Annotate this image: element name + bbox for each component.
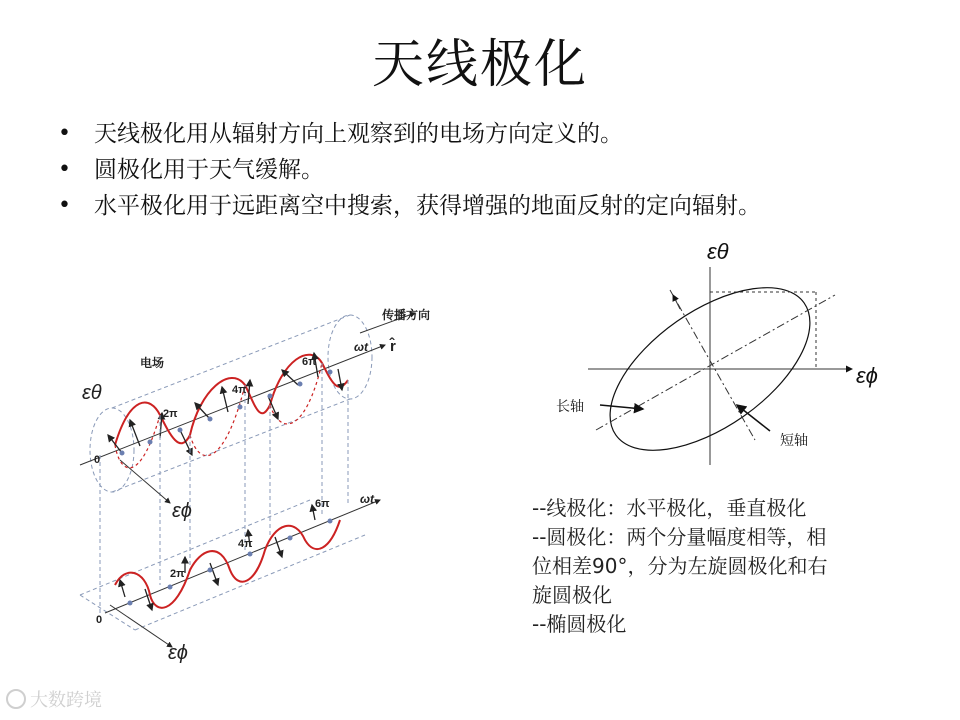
note-line: --线极化：水平极化，垂直极化 — [532, 496, 807, 520]
bullet-list — [58, 116, 761, 224]
e-phi-label: εϕ — [856, 363, 878, 388]
note-line: --圆极化：两个分量幅度相等，相 — [532, 525, 827, 549]
e-theta-label: εθ — [707, 239, 729, 264]
omega-t-upper-label: ωt — [354, 340, 369, 354]
minor-axis-line — [670, 290, 755, 440]
polarization-ellipse-diagram — [540, 235, 910, 475]
bullet-text: 圆极化用于天气缓解。 — [94, 157, 324, 183]
upper-cylinder — [90, 315, 372, 492]
minor-axis-label: 短轴 — [780, 432, 808, 448]
bullet-item — [58, 188, 761, 224]
minor-axis-arrow-tip — [673, 295, 680, 309]
bullet-item — [58, 152, 761, 188]
e-phi-upper-axis — [120, 460, 170, 503]
bullet-dot: • — [58, 157, 71, 182]
e-field-label: 电场 — [140, 356, 165, 370]
lower-axis — [105, 500, 380, 613]
wave-propagation-diagram — [60, 295, 470, 675]
projection-lines — [100, 363, 348, 615]
upper-axis — [80, 345, 385, 465]
r-hat-label: r̂ — [390, 338, 396, 355]
note-line: --椭圆极化 — [532, 612, 627, 636]
page-title: 天线极化 — [371, 35, 588, 95]
watermark-text: 大数跨境 — [30, 690, 102, 711]
polarization-notes — [532, 494, 827, 639]
e-phi-lower-label: εϕ — [168, 642, 188, 664]
note-line: 旋圆极化 — [532, 583, 612, 607]
note-line: 位相差90°，分为左旋圆极化和右 — [532, 554, 828, 578]
mark-upper-2pi: 2π — [163, 408, 178, 420]
propagation-label: 传播方向 — [382, 308, 431, 322]
major-axis-pointer — [600, 405, 643, 409]
mark-lower-6pi: 6π — [315, 498, 330, 510]
bullet-text: 天线极化用从辐射方向上观察到的电场方向定义的。 — [94, 121, 623, 147]
watermark — [6, 686, 102, 712]
watermark-logo-icon — [6, 689, 26, 709]
e-phi-lower-axis — [110, 605, 172, 647]
bullet-item — [58, 116, 761, 152]
mark-upper-4pi: 4π — [232, 384, 247, 396]
bullet-text: 水平极化用于远距离空中搜索，获得增强的地面反射的定向辐射。 — [94, 193, 761, 219]
mark-lower-2pi: 2π — [170, 568, 185, 580]
bounding-box-lines — [710, 292, 816, 369]
mark-lower-4pi: 4π — [238, 538, 253, 550]
bullet-dot: • — [58, 121, 71, 146]
mark-lower-0: 0 — [96, 614, 103, 626]
e-phi-upper-label: εϕ — [172, 500, 192, 522]
omega-t-lower-label: ωt — [360, 492, 375, 506]
bullet-dot: • — [58, 193, 71, 218]
mark-upper-0: 0 — [94, 454, 101, 466]
upper-axis-dots — [120, 370, 333, 456]
major-axis-label: 长轴 — [556, 398, 584, 414]
e-theta-label: εθ — [82, 382, 102, 404]
mark-upper-6pi: 6π — [302, 356, 317, 368]
